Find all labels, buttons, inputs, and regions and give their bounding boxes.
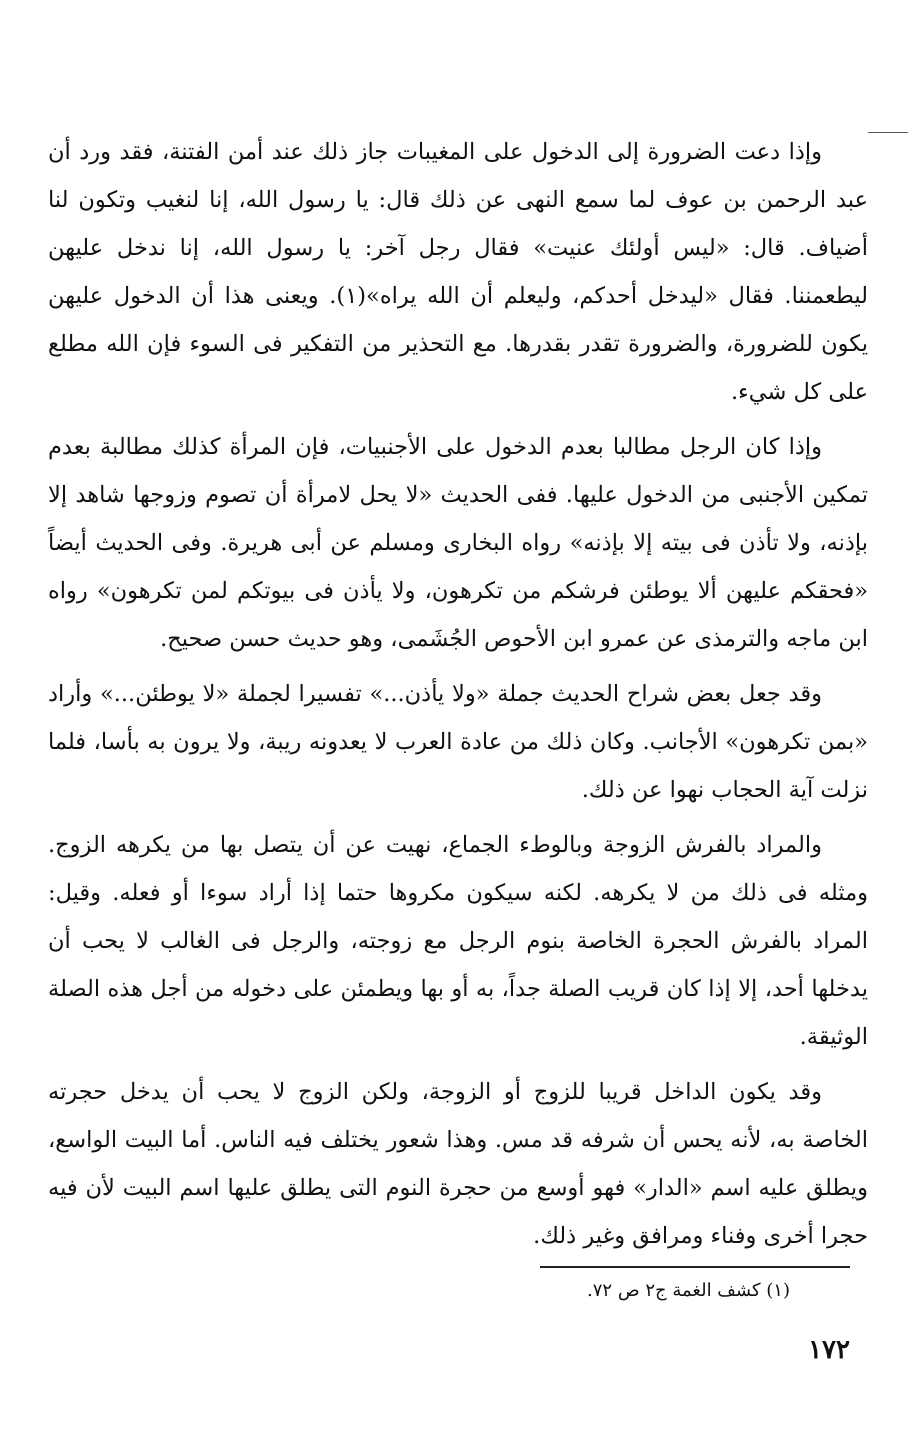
- page-number: ١٧٢: [808, 1335, 850, 1365]
- paragraph-2: وإذا كان الرجل مطالبا بعدم الدخول على الأجنبيات، فإن المرأة كذلك مطالبة بعدم تمكين الأجنبى من الدخول عليها. ففى الحديث «لا يحل لامرأة أن تصوم وزوجها شاهد إلا بإذنه، ولا تأذن فى بيته إلا بإذنه» رواه البخارى ومسلم عن أبى هريرة. وفى الحديث أيضاً «فحقكم عليهن ألا يوطئن فرشكم من تكرهون، ولا يأذن فى بيوتكم لمن تكرهون» رواه ابن ماجه والترمذى عن عمرو ابن الأحوص الجُشَمى، وهو حديث حسن صحيح.: [48, 434, 868, 652]
- body-text: [48, 128, 868, 1260]
- paragraph-4: والمراد بالفرش الزوجة وبالوطء الجماع، نهيت عن أن يتصل بها من يكرهه الزوج. ومثله فى ذلك من لا يكرهه. لكنه سيكون مكروها حتما إذا أراد سوءا أو فعله. وقيل: المراد بالفرش الحجرة الخاصة بنوم الرجل مع زوجته، والرجل فى الغالب لا يحب أن يدخلها أحد، إلا إذا كان قريب الصلة جداً، به أو بها ويطمئن على دخوله من أجل هذه الصلة الوثيقة.: [48, 832, 868, 1050]
- paragraph-1: وإذا دعت الضرورة إلى الدخول على المغيبات جاز ذلك عند أمن الفتنة، فقد ورد أن عبد الرحمن بن عوف لما سمع النهى عن ذلك قال: يا رسول الله، إنا لنغيب وتكون لنا أضياف. قال: «ليس أولئك عنيت» فقال رجل آخر: يا رسول الله، إنا ندخل عليهن ليطعمننا. فقال «ليدخل أحدكم، وليعلم أن الله يراه»(١). ويعنى هذا أن الدخول عليهن يكون للضرورة، والضرورة تقدر بقدرها. مع التحذير من التفكير فى السوء فإن الله مطلع على كل شيء.: [48, 139, 868, 405]
- footnote: (١) كشف الغمة ج٢ ص ٧٢.: [587, 1280, 790, 1301]
- paragraph-3: وقد جعل بعض شراح الحديث جملة «ولا يأذن...» تفسيرا لجملة «لا يوطئن...» وأراد «بمن تكرهون» الأجانب. وكان ذلك من عادة العرب لا يعدونه ريبة، ولا يرون به بأسا، فلما نزلت آية الحجاب نهوا عن ذلك.: [48, 681, 868, 803]
- paragraph-5: وقد يكون الداخل قريبا للزوج أو الزوجة، ولكن الزوج لا يحب أن يدخل حجرته الخاصة به، لأنه يحس أن شرفه قد مس. وهذا شعور يختلف فيه الناس. أما البيت الواسع، ويطلق عليه اسم «الدار» فهو أوسع من حجرة النوم التى يطلق عليها اسم البيت لأن فيه حجرا أخرى وفناء ومرافق وغير ذلك.: [48, 1079, 868, 1249]
- margin-mark: [868, 132, 908, 133]
- footnote-divider: [540, 1266, 850, 1268]
